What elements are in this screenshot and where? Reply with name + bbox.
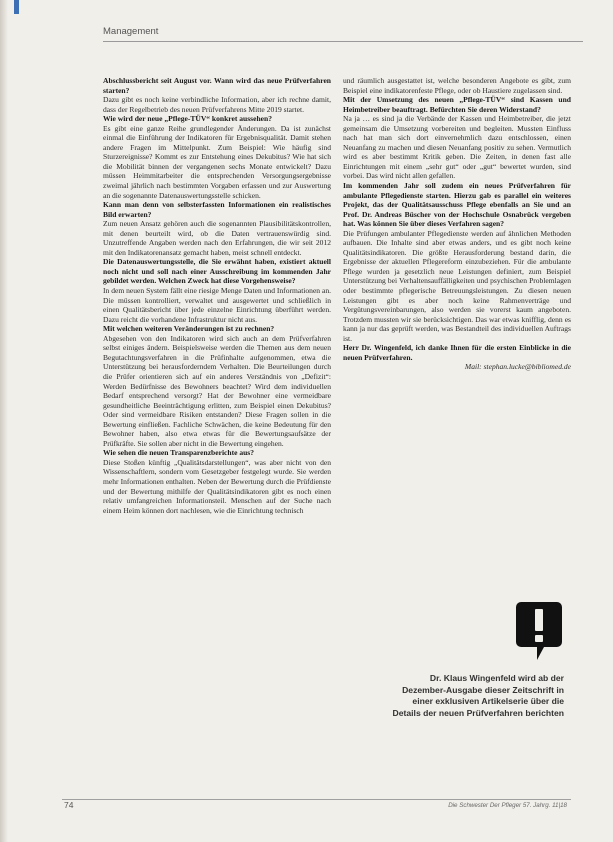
footer-rule (62, 799, 571, 800)
interview-question: Mit der Umsetzung des neuen „Pflege-TÜV“ sind Kassen und Heimbetreiber beauftragt. Befürchten Sie deren Widerstand? (343, 95, 571, 114)
interview-answer: In dem neuen System fällt eine riesige Menge Daten und Informationen an. Die müssen kontrolliert, verwaltet und ausgewertet und schließlich in einen Qualitätsbericht über jede einzelne Einrichtung überführt werden. Dazu reicht die vorhandene Infrastruktur nicht aus. (103, 286, 331, 324)
interview-answer: Die Prüfungen ambulanter Pflegedienste werden auf ähnlichen Methoden aufbauen. Die Inhalte sind aber etwas anders, und es gibt noch keine Qualitätsindikatoren. Die größte Herausforderung bestand darin, die Ergebnisse der aktuellen Pflegereform einzubeziehen. Für die ambulante Pflege wurden ja gesetzlich neue Leistungen definiert, zum Beispiel Unterstützung bei Verhaltensauffälligkeiten und psychischen Problemlagen oder bestimmte pflegerische Betreuungsleistungen. Zu diesen neuen Leistungen gibt es aber noch keine Rahmenverträge und Vergütungsvereinbarungen, also werden sie vorerst kaum angeboten. Trotzdem mussten wir sie berücksichtigen. Das war etwas knifflig, denn es kann ja nur das geprüft werden, was Bestandteil des individuellen Auftrags ist. (343, 228, 571, 343)
interview-question: Wie sehen die neuen Transparenzberichte aus? (103, 448, 255, 458)
page-edge (0, 0, 8, 842)
interview-answer: Na ja … es sind ja die Verbände der Kassen und Heimbetreiber, die jetzt gemeinsam die Umsetzung vorbereiten und begleiten. Mussten Einfluss nach hat man sich dort einvernehmlich dazu entschlossen, einen Neuanfang zu machen und diesen Neuanfang positiv zu sehen. Vermutlich wird es aber bestimmt Kritik geben. Die Zeiten, in denen fast alle Einrichtungen mit einem „sehr gut“ oder „gut“ bewertet wurden, sind vorbei. Das wird nicht allen gefallen. (343, 114, 571, 181)
interview-answer: Dazu gibt es noch keine verbindliche Information, aber ich rechne damit, dass der Regelbetrieb des neuen Prüfverfahrens Mitte 2019 startet. (103, 95, 331, 114)
interview-question: Die Datenauswertungsstelle, die Sie erwähnt haben, existiert aktuell noch nicht und soll nach einer Ausschreibung im kommenden Jahr gebildet werden. Welchen Zweck hat diese Vorgehensweise? (103, 257, 331, 286)
interview-question: Im kommenden Jahr soll zudem ein neues Prüfverfahren für ambulante Pflegedienste starten. Hierzu gab es parallel ein weiteres Projekt, das der Qualitätsausschuss Pflege ebenfalls an Sie und an Prof. Dr. Andreas Büscher von der Hochschule Osnabrück vergeben hat. Was können Sie über dieses Verfahren sagen? (343, 181, 571, 229)
publication-info: Die Schwester Der Pfleger 57. Jahrg. 11|18 (448, 802, 567, 809)
exclamation-speech-bubble-icon (516, 602, 562, 660)
author-callout: Dr. Klaus Wingenfeld wird ab der Dezember-Ausgabe dieser Zeitschrift in einer exklusiven Artikelserie über die Details der neuen Prüfverfahren berichten (392, 673, 564, 718)
interview-question: Mit welchen weiteren Veränderungen ist zu rechnen? (103, 324, 275, 334)
interview-answer: Abgesehen von den Indikatoren wird sich auch an dem Prüfverfahren selbst einiges ändern. Beispielsweise werden die Themen aus dem neuen Begutachtungsverfahren in die Prüfinhalte aufgenommen, etwa die Unterstützung bei herausforderndem Verhalten. Die Beurteilungen durch die Prüfer orientieren sich auf ein anderes Verständnis von „Defizit“: Werden Bedürfnisse des Bewohners beachtet? Wird dem individuellen Bedarf entsprechend versorgt? Hat der Bewohner eine vermeidbare gesundheitliche Beeinträchtigung erlitten, zum Beispiel einen Dekubitus? Oder sind vermeidbare Risiken entstanden? Diese Fragen sollen in die Bewertung einfließen. Fachliche Schwächen, die keine Bedeutung für den Bewohner haben, also etwa etwas für die Bewertungsaufsätze der Prüfkräfte. Sie sollen aber nicht in die Bewertung eingehen. (103, 333, 331, 448)
page-number: 74 (64, 800, 74, 810)
interview-question: Wie wird der neue „Pflege-TÜV“ konkret aussehen? (103, 114, 272, 124)
color-tab-marker (14, 0, 19, 14)
article-column-left (103, 76, 331, 788)
interview-question: Abschlussbericht seit August vor. Wann wird das neue Prüfverfahren starten? (103, 76, 331, 95)
author-email: Mail: stephan.lucke@bibliomed.de (464, 362, 571, 372)
interview-answer: Diese Stoßen künftig „Qualitätsdarstellungen“, was aber nicht von den Wissenschaftlern, sondern vom Gesetzgeber festgelegt wurde. Sie werden mehr Informationen enthalten. Neben der Bewertung durch die Prüfdienste und der Bewertung mithilfe der Qualitätsindikatoren gibt es noch einen relativ umfangreichen Informationsteil. Menschen auf der Suche nach einem Heim können dort nachlesen, wie die Einrichtung technisch (103, 457, 331, 515)
interview-answer: und räumlich ausgestattet ist, welche besonderen Angebote es gibt, zum Beispiel eine indikatorenfeste Pflege, oder ob Haustiere zugelassen sind. (343, 76, 571, 95)
interview-question: Kann man denn von selbsterfassten Informationen ein realistisches Bild erwarten? (103, 200, 331, 219)
header-rule (103, 41, 583, 42)
interview-answer: Es gibt eine ganze Reihe grundlegender Änderungen. Da ist zunächst einmal die Einführung der Indikatoren für Ergebnisqualität. Damit stehen andere Fragen im Mittelpunkt. Zum Beispiel: Wie häufig sind Sturzereignisse? Kommt es zur Entstehung eines Dekubitus? Wie hat sich die Mobilität binnen der vergangenen sechs Monate entwickelt? Dazu müssen Heimmitarbeiter die entsprechenden Versorgungsergebnisse zweimal jährlich nach bestimmten Vorgaben erfassen und zur Auswertung an die sogenannte Datenauswertungsstelle schicken. (103, 123, 331, 200)
interview-answer: Zum neuen Ansatz gehören auch die sogenannten Plausibilitätskontrollen, mit denen beurteilt wird, ob die Daten vertrauenswürdig sind. Unzutreffende Angaben werden nach den Erfahrungen, die wir seit 2012 mit den Indikatorenansatz gemacht haben, meist schnell entdeckt. (103, 219, 331, 257)
interview-question: Herr Dr. Wingenfeld, ich danke Ihnen für die ersten Einblicke in die neuen Prüfverfahren. (343, 343, 571, 362)
section-label: Management (103, 26, 159, 37)
